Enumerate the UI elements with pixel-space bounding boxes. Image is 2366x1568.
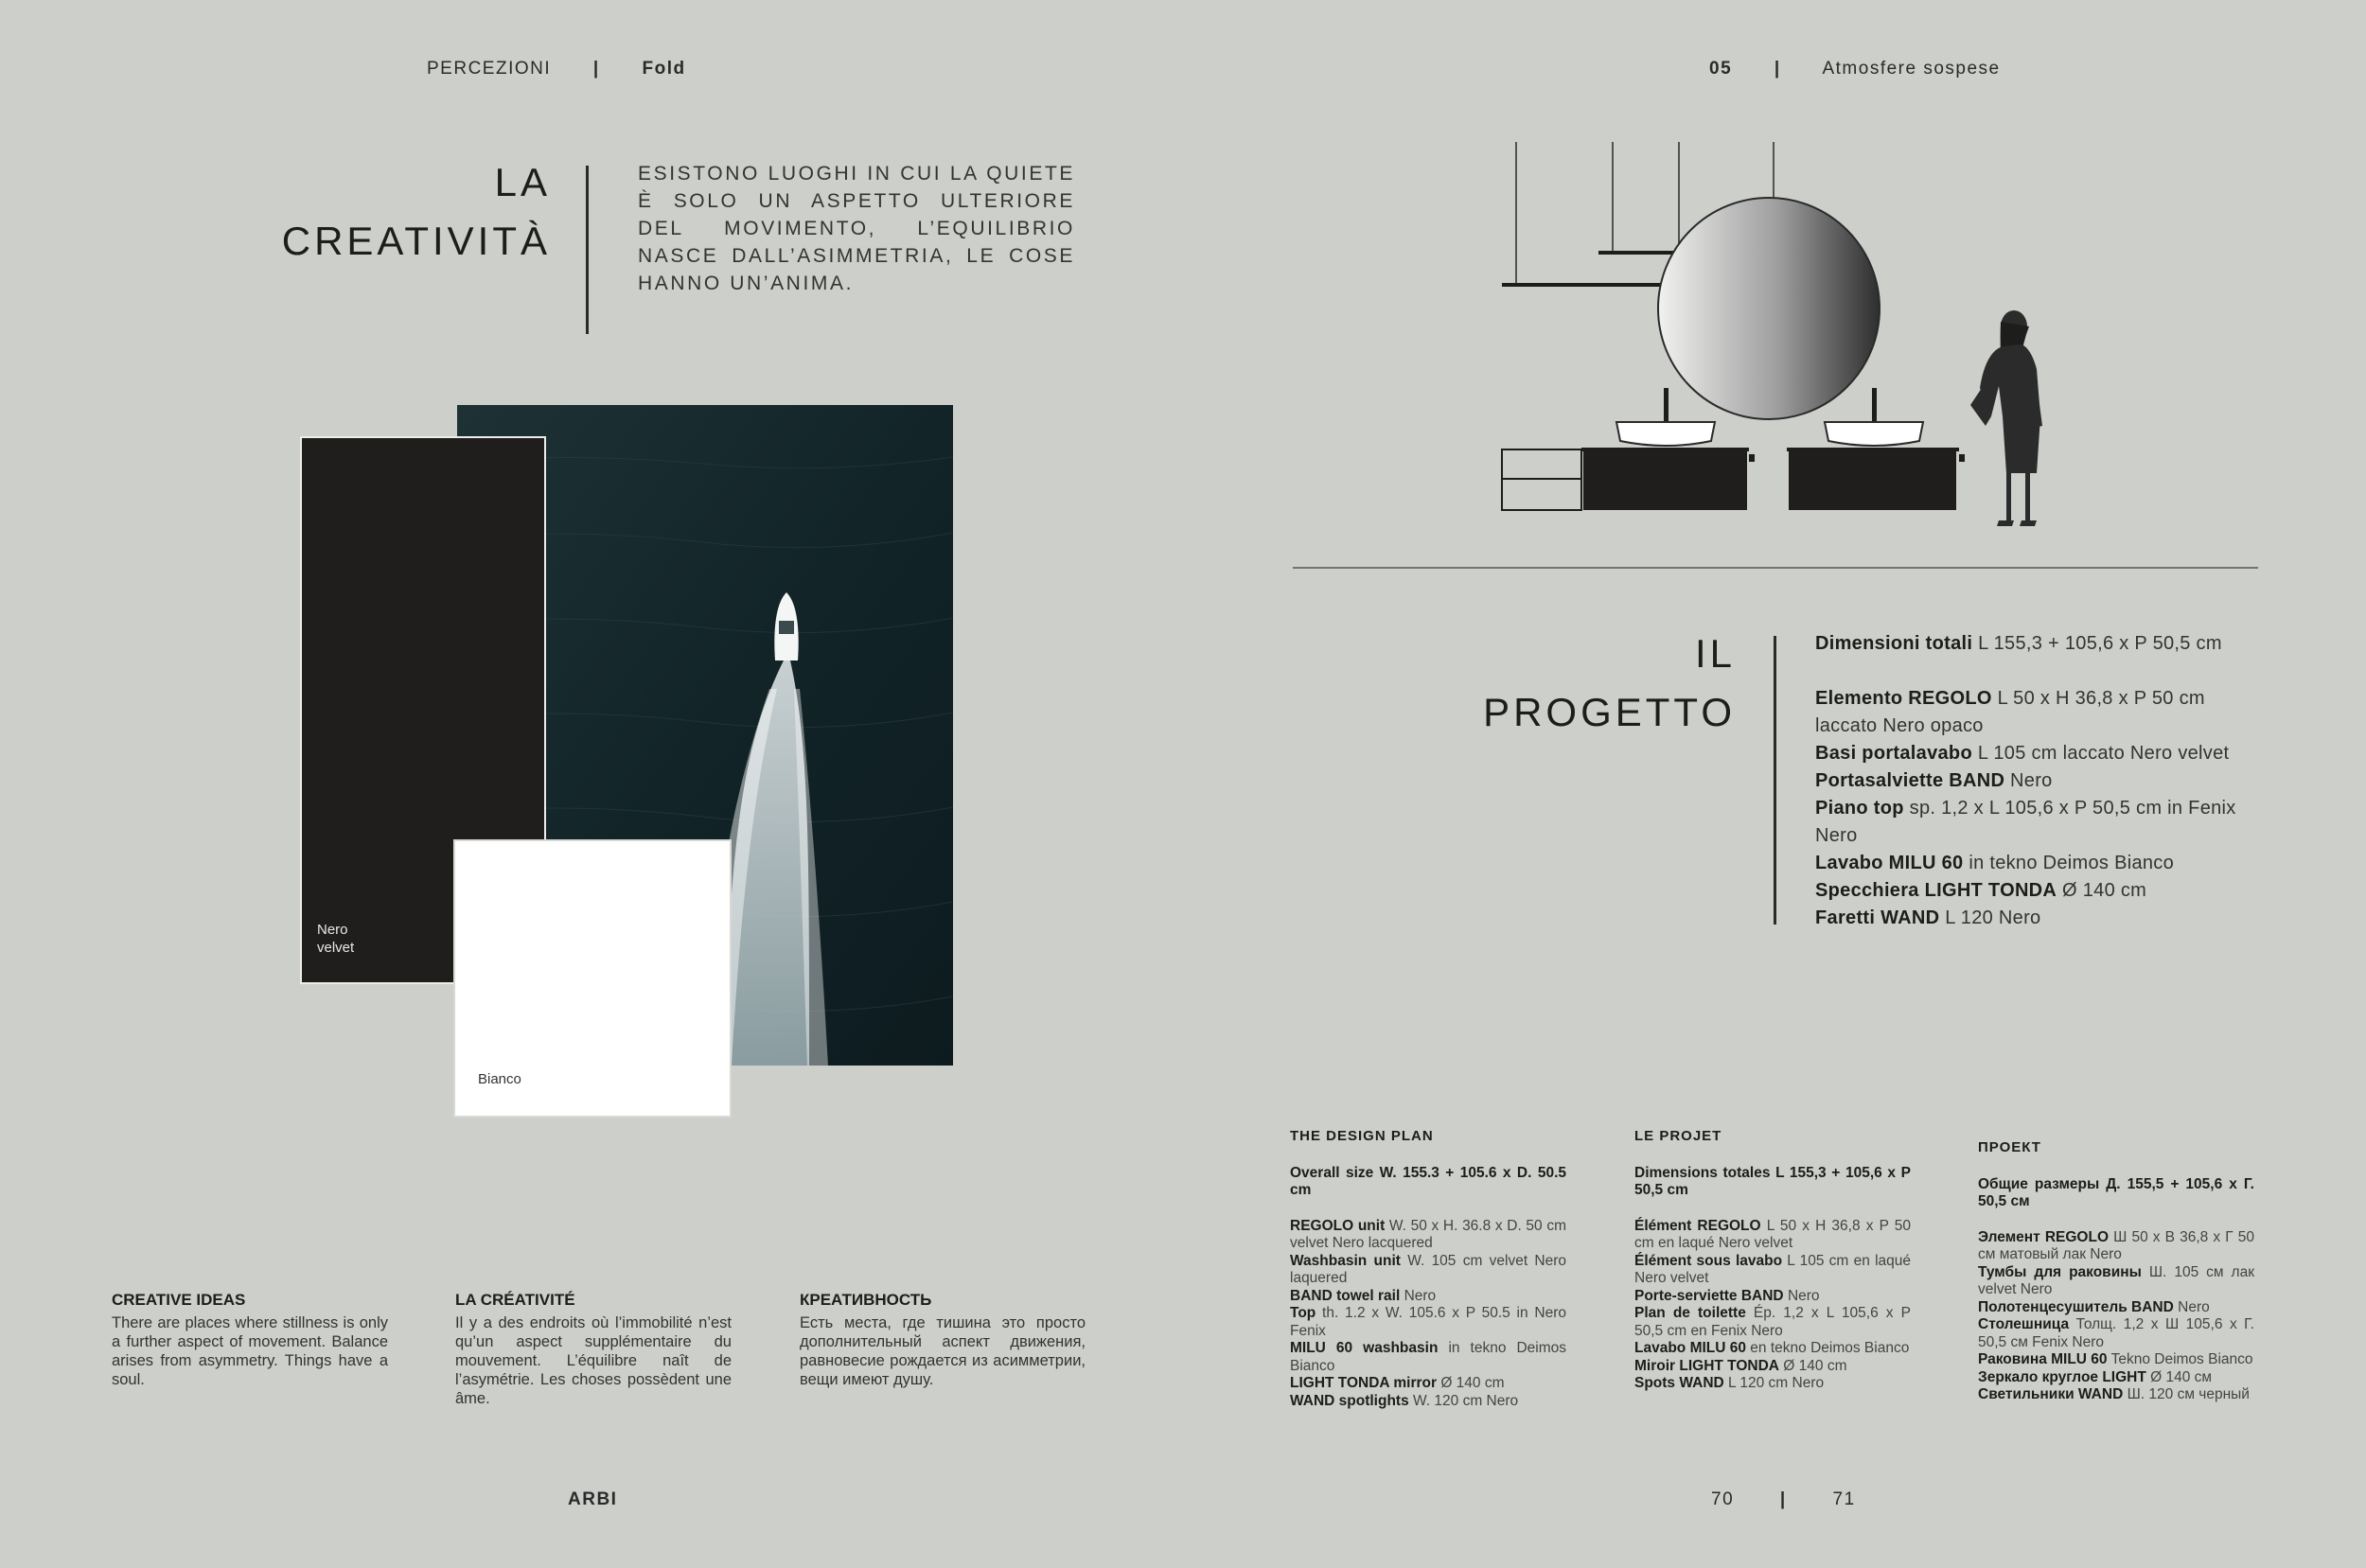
list-item: Spots WAND L 120 cm Nero <box>1634 1375 1825 1391</box>
list-item: Элемент REGOLO Ш 50 x В 36,8 x Г 50 см матовый лак Nero <box>1978 1228 2254 1262</box>
text-block-ru <box>800 1291 1086 1389</box>
footer-separator: | <box>1779 1489 1787 1509</box>
text-block-fr-title: LA CRÉATIVITÉ <box>455 1291 575 1309</box>
list-item: REGOLO unit W. 50 x H. 36.8 x D. 50 cm velvet Nero lacquered <box>1290 1217 1566 1251</box>
header-separator: | <box>1774 59 1781 79</box>
basin-left <box>1616 422 1715 446</box>
washbasin-unit-right <box>1789 451 1956 510</box>
list-item: Зеркало круглое LIGHT Ø 140 см <box>1978 1368 2213 1385</box>
bathroom-illustration <box>1287 132 2271 606</box>
list-item: Светильники WAND Ш. 120 см черный <box>1978 1386 2250 1402</box>
list-item: Élément sous lavabo L 105 cm en laqué Nero velvet <box>1634 1252 1911 1286</box>
list-item: Washbasin unit W. 105 cm velvet Nero laquered <box>1290 1252 1566 1286</box>
swatch-nero-label <box>317 921 354 957</box>
text-block-en-title: CREATIVE IDEAS <box>112 1291 246 1309</box>
spec-specchiera: Specchiera LIGHT TONDA Ø 140 cm <box>1815 880 2147 901</box>
column-proekt-title: ПРОЕКТ <box>1978 1139 2041 1155</box>
column-le-projet-title: LE PROJET <box>1634 1128 1722 1144</box>
round-mirror <box>1658 198 1880 419</box>
spec-regolo: Elemento REGOLO L 50 x H 36,8 x P 50 cm laccato Nero opaco <box>1815 688 2205 736</box>
list-item: Top th. 1.2 x W. 105.6 x P 50.5 in Nero Fenix <box>1290 1305 1566 1339</box>
text-block-ru-body: Есть места, где тишина это просто дополнительный аспект движения, равновесие рождается из асимметрии, вещи имеют душу. <box>800 1314 1086 1388</box>
header-separator: | <box>592 59 600 79</box>
swatch-bianco-label: Bianco <box>478 1071 521 1087</box>
list-item: WAND spotlights W. 120 cm Nero <box>1290 1392 1519 1409</box>
basin-right <box>1825 422 1923 446</box>
text-block-fr <box>455 1291 732 1408</box>
text-block-ru-title: КРЕАТИВНОСТЬ <box>800 1291 932 1309</box>
spec-gap <box>1815 658 2260 685</box>
list-item: Plan de toilette Ép. 1,2 x L 105,6 x P 50,5 cm en Fenix Nero <box>1634 1305 1911 1339</box>
footer-page-right: 71 <box>1832 1489 1856 1509</box>
creativity-title-line2: CREATIVITÀ <box>281 219 551 263</box>
list-item: Столешница Толщ. 1,2 x Ш 105,6 x Г. 50,5 см Fenix Nero <box>1978 1316 2254 1350</box>
swatch-bianco <box>453 839 732 1118</box>
header-left <box>427 59 686 79</box>
spec-portasalviette: Portasalviette BAND Nero <box>1815 770 2053 791</box>
text-block-fr-body: Il y a des endroits où l’immobilité n’est qu’un aspect supplémentaire du mouvement. L’équilibre naît de l’asymétrie. Les choses possèdent une âme. <box>455 1314 732 1407</box>
swatch-nero-label-line2: velvet <box>317 940 355 956</box>
list-item: LIGHT TONDA mirror Ø 140 cm <box>1290 1375 1505 1391</box>
footer-pages <box>1711 1489 1856 1510</box>
creativity-title-line1: LA <box>494 160 551 204</box>
list-item: Miroir LIGHT TONDA Ø 140 cm <box>1634 1357 1847 1374</box>
spec-lavabo: Lavabo MILU 60 in tekno Deimos Bianco <box>1815 853 2175 873</box>
list-item: Тумбы для раковины Ш. 105 см лак velvet Nero <box>1978 1263 2255 1297</box>
list-item: Élément REGOLO L 50 x H 36,8 x P 50 cm en laqué Nero velvet <box>1634 1217 1911 1251</box>
creativity-divider <box>586 166 589 334</box>
list-item: Раковина MILU 60 Tekno Deimos Bianco <box>1978 1351 2253 1367</box>
header-right <box>1709 59 2001 79</box>
list-item: BAND towel rail Nero <box>1290 1287 1437 1304</box>
spec-faretti: Faretti WAND L 120 Nero <box>1815 907 2041 928</box>
washbasin-unit-left <box>1583 451 1747 510</box>
creativity-title <box>237 153 551 271</box>
creativity-quote: ESISTONO LUOGHI IN CUI LA QUIETE È SOLO UN ASPETTO ULTERIORE DEL MOVIMENTO, L’EQUILIBRIO NASCE DALL’ASIMMETRIA, LE COSE HANNO UN’ANIMA. <box>638 163 1075 294</box>
column-le-projet-overall: Dimensions totales L 155,3 + 105,6 x P 50,5 cm <box>1634 1164 1911 1198</box>
list-item: Porte-serviette BAND Nero <box>1634 1287 1820 1304</box>
spec-total: Dimensioni totali L 155,3 + 105,6 x P 50,5 cm <box>1815 633 2222 654</box>
spec-basi: Basi portalavabo L 105 cm laccato Nero velvet <box>1815 743 2230 764</box>
footer-brand: ARBI <box>568 1489 618 1509</box>
header-number: 05 <box>1709 59 1733 79</box>
column-design-plan-overall: Overall size W. 155.3 + 105.6 x D. 50.5 cm <box>1290 1164 1566 1198</box>
column-design-plan <box>1290 1128 1566 1410</box>
list-item: Lavabo MILU 60 en tekno Deimos Bianco <box>1634 1340 1910 1356</box>
project-title <box>1401 625 1736 742</box>
project-title-line2: PROGETTO <box>1483 690 1736 734</box>
header-product: Fold <box>642 59 686 79</box>
swatch-nero-label-line1: Nero <box>317 922 348 938</box>
list-item: Полотенцесушитель BAND Nero <box>1978 1298 2210 1315</box>
project-title-line1: IL <box>1694 631 1736 676</box>
list-item: MILU 60 washbasin in tekno Deimos Bianco <box>1290 1340 1566 1374</box>
header-subtitle: Atmosfere sospese <box>1822 59 2001 79</box>
text-block-en-body: There are places where stillness is only a further aspect of movement. Balance arises from asymmetry. Things have a soul. <box>112 1314 388 1388</box>
footer-page-left: 70 <box>1711 1489 1735 1509</box>
project-divider <box>1774 636 1776 925</box>
column-proekt-overall: Общие размеры Д. 155,5 + 105,6 x Г. 50,5 см <box>1978 1175 2254 1209</box>
column-proekt <box>1978 1139 2254 1404</box>
column-le-projet <box>1634 1128 1911 1393</box>
spec-piano: Piano top sp. 1,2 x L 105,6 x P 50,5 cm in Fenix Nero <box>1815 798 2236 846</box>
text-block-en <box>112 1291 388 1389</box>
woman-figure <box>1970 310 2042 526</box>
column-design-plan-title: THE DESIGN PLAN <box>1290 1128 1434 1144</box>
project-specs <box>1815 630 2260 932</box>
header-section: PERCEZIONI <box>427 59 552 79</box>
